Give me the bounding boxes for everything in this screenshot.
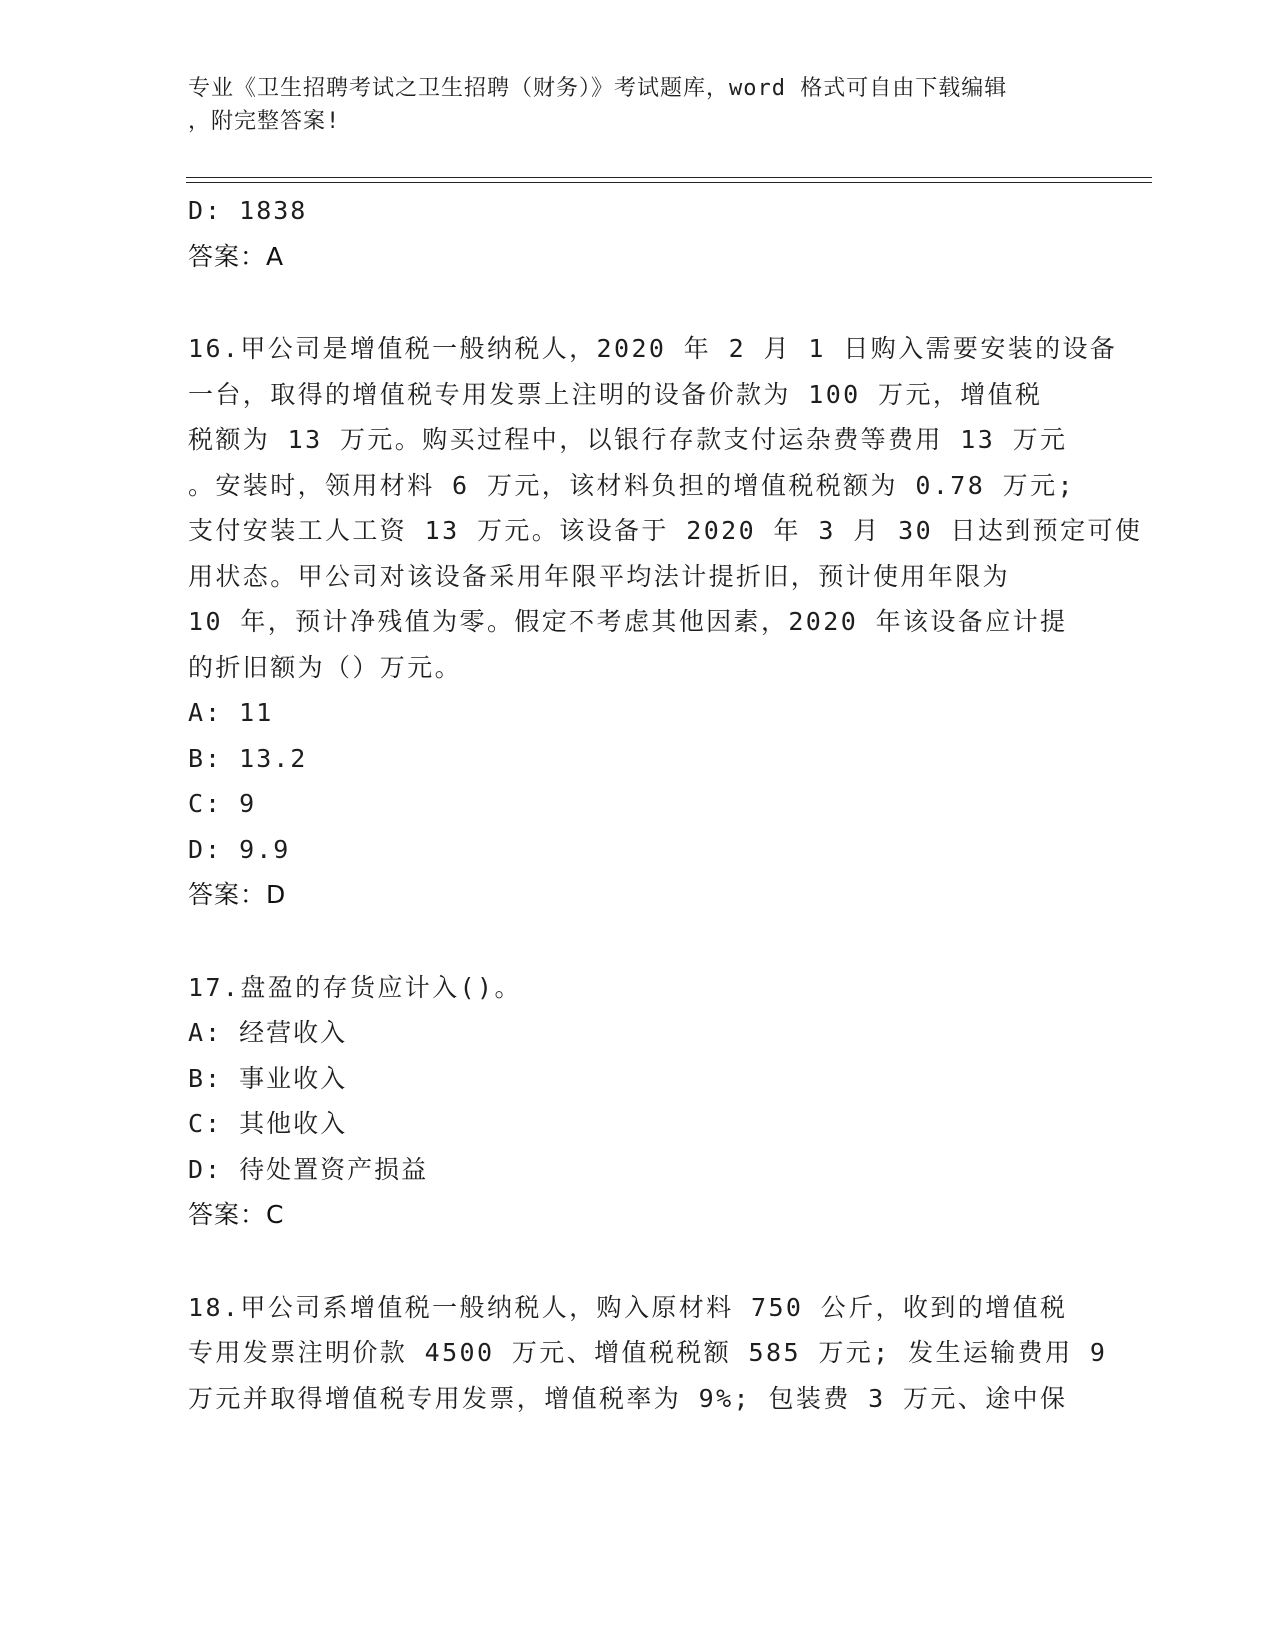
question-text-line: 16.甲公司是增值税一般纳税人，2020 年 2 月 1 日购入需要安装的设备	[188, 334, 1118, 363]
question-16	[188, 326, 1143, 918]
header-line-1: 专业《卫生招聘考试之卫生招聘（财务）》考试题库，word 格式可自由下载编辑	[188, 76, 1008, 101]
option-a: A: 经营收入	[188, 1018, 348, 1047]
header-divider-bottom	[186, 182, 1152, 183]
prev-question	[188, 188, 1088, 279]
option-b: B: 13.2	[188, 743, 308, 773]
question-text-line: 18.甲公司系增值税一般纳税人，购入原材料 750 公斤，收到的增值税	[188, 1292, 1068, 1322]
question-text-line: 税额为 13 万元。购买过程中，以银行存款支付运杂费等费用 13 万元	[188, 425, 1068, 454]
answer-line: 答案：A	[188, 241, 285, 271]
option-d: D: 待处置资产损益	[188, 1154, 429, 1184]
header-line-2: ，附完整答案!	[188, 109, 341, 134]
option-a: A: 11	[188, 698, 274, 727]
question-text-line: 10 年，预计净残值为零。假定不考虑其他因素，2020 年该设备应计提	[188, 607, 1068, 636]
question-text-line: 用状态。甲公司对该设备采用年限平均法计提折旧，预计使用年限为	[188, 561, 1011, 591]
question-18	[188, 1285, 1108, 1422]
option-b: B: 事业收入	[188, 1063, 348, 1093]
option-d: D: 9.9	[188, 834, 291, 864]
question-text-line: 。安装时，领用材料 6 万元，该材料负担的增值税税额为 0.78 万元;	[188, 470, 1075, 500]
question-text-line: 万元并取得增值税专用发票，增值税率为 9%; 包装费 3 万元、途中保	[188, 1383, 1068, 1413]
question-17	[188, 965, 1088, 1238]
option-d: D: 1838	[188, 196, 308, 225]
option-c: C: 9	[188, 789, 257, 818]
answer-line: 答案：C	[188, 1200, 285, 1229]
document-body	[188, 188, 1143, 1421]
answer-line: 答案：D	[188, 880, 287, 909]
page-header	[188, 72, 1088, 138]
question-text-line: 支付安装工人工资 13 万元。该设备于 2020 年 3 月 30 日达到预定可使	[188, 516, 1143, 545]
question-text-line: 一台，取得的增值税专用发票上注明的设备价款为 100 万元，增值税	[188, 379, 1043, 409]
header-divider-top	[186, 177, 1152, 178]
question-text-line: 17.盘盈的存货应计入()。	[188, 972, 522, 1002]
option-c: C: 其他收入	[188, 1109, 348, 1138]
question-text-line: 专用发票注明价款 4500 万元、增值税税额 585 万元; 发生运输费用 9	[188, 1338, 1108, 1367]
question-text-line: 的折旧额为（）万元。	[188, 652, 463, 682]
